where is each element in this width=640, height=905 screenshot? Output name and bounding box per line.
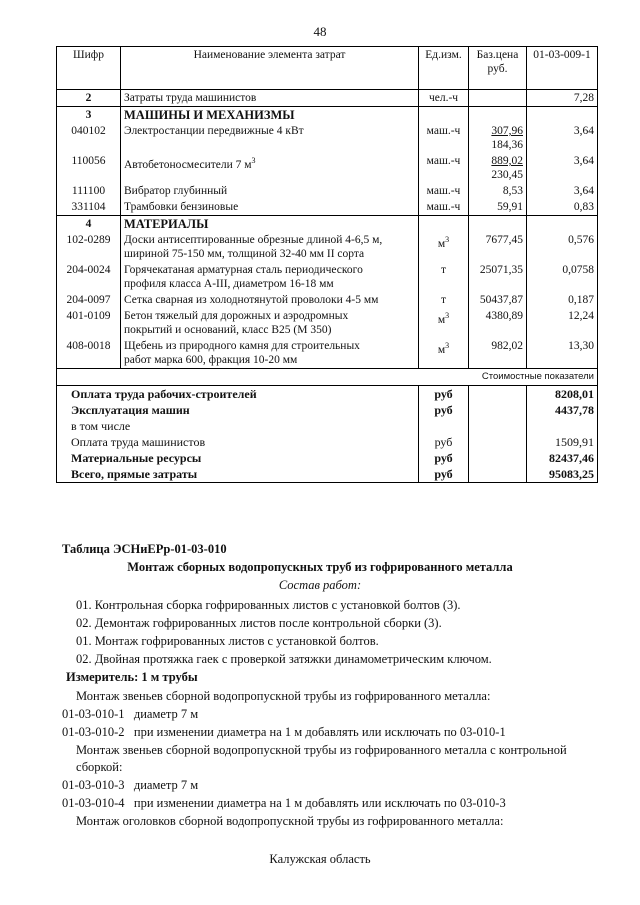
row-code: 408-0018 — [57, 338, 121, 369]
section-code: 4 — [57, 216, 121, 233]
code-text: при изменении диаметра на 1 м добавлять или исключать по 03-010-3 — [133, 796, 506, 810]
header-rate: 01-03-009-1 — [527, 47, 598, 90]
row-price: 8,53 — [469, 183, 527, 199]
row-name-cont: покрытий и оснований, класс В25 (М 350) — [124, 324, 332, 336]
row-rate: 0,0758 — [527, 262, 598, 292]
summary-unit: руб — [419, 450, 469, 466]
summary-unit: руб — [419, 466, 469, 483]
paragraph: Монтаж звеньев сборной водопропускной трубы из гофрированного металла: — [76, 689, 491, 703]
section-subtitle: Монтаж сборных водопропускных труб из гофрированного металла — [127, 560, 513, 574]
table-row — [57, 90, 598, 107]
table-row — [57, 123, 598, 153]
code: 01-03-010-2 — [62, 725, 125, 739]
row-name: Вибратор глубинный — [121, 183, 419, 199]
section-row-machines — [57, 107, 598, 124]
row-price: 50437,87 — [469, 292, 527, 308]
row-code: 2 — [57, 90, 121, 107]
resources-table — [56, 46, 598, 483]
work-item: 02. Двойная протяжка гаек с проверкой затяжки динамометрическим ключом. — [76, 652, 492, 666]
header-unit: Ед.изм. — [419, 47, 469, 90]
summary-row — [57, 450, 598, 466]
header-base-price: Баз.цена руб. — [469, 47, 527, 90]
row-name: Сетка сварная из холоднотянутой проволоки 4-5 мм — [121, 292, 419, 308]
summary-label: в том числе — [57, 418, 419, 434]
summary-row — [57, 434, 598, 450]
row-unit-sup: 3 — [445, 341, 450, 350]
code: 01-03-010-4 — [62, 796, 125, 810]
summary-value — [527, 418, 598, 434]
row-rate: 0,576 — [527, 232, 598, 262]
summary-unit: руб — [419, 386, 469, 403]
row-name-sup: 3 — [251, 156, 256, 165]
row-price: 25071,35 — [469, 262, 527, 292]
table-row — [57, 183, 598, 199]
summary-label: Эксплуатация машин — [57, 402, 419, 418]
row-price-2: 230,45 — [491, 169, 523, 181]
row-unit: м — [437, 237, 446, 250]
summary-row — [57, 402, 598, 418]
row-name: Горячекатаная арматурная сталь периодического — [124, 264, 363, 276]
code-line — [62, 707, 198, 722]
table-row — [57, 232, 598, 262]
code-line — [62, 778, 198, 793]
section-title: МАТЕРИАЛЫ — [121, 216, 419, 233]
section-row-materials — [57, 216, 598, 233]
row-unit: т — [419, 292, 469, 308]
row-rate: 3,64 — [527, 183, 598, 199]
row-name: Электростанции передвижные 4 кВт — [121, 123, 419, 153]
row-rate: 3,64 — [527, 123, 598, 153]
table-row — [57, 308, 598, 338]
section-code: 3 — [57, 107, 121, 124]
row-code: 111100 — [57, 183, 121, 199]
row-code: 110056 — [57, 153, 121, 183]
row-name: Автобетоносмесители 7 м — [124, 158, 252, 171]
section-table-title: Таблица ЭСНиЕРр-01-03-010 — [62, 542, 227, 556]
cost-indicators-row — [57, 369, 598, 386]
row-name: Бетон тяжелый для дорожных и аэродромных — [124, 310, 349, 322]
row-rate: 0,187 — [527, 292, 598, 308]
summary-value: 4437,78 — [527, 402, 598, 418]
summary-label: Всего, прямые затраты — [57, 466, 419, 483]
summary-value: 95083,25 — [527, 466, 598, 483]
meter-label: Измеритель: 1 м трубы — [66, 670, 198, 684]
row-name-cont: работ марка 600, фракция 10-20 мм — [124, 354, 298, 366]
table-row — [57, 262, 598, 292]
row-price: 7677,45 — [469, 232, 527, 262]
code-text: диаметр 7 м — [133, 778, 199, 792]
row-code: 040102 — [57, 123, 121, 153]
summary-value: 82437,46 — [527, 450, 598, 466]
row-unit: чел.-ч — [419, 90, 469, 107]
table-row — [57, 153, 598, 183]
code-text: при изменении диаметра на 1 м добавлять или исключать по 03-010-1 — [133, 725, 506, 739]
row-name-cont: шириной 75-150 мм, толщиной 32-40 мм II сорта — [124, 248, 365, 260]
code-line — [62, 796, 506, 811]
code: 01-03-010-3 — [62, 778, 125, 792]
row-name: Трамбовки бензиновые — [121, 199, 419, 216]
row-unit-sup: 3 — [445, 235, 450, 244]
row-name: Затраты труда машинистов — [121, 90, 419, 107]
work-composition-label: Состав работ: — [278, 578, 362, 592]
row-unit: т — [419, 262, 469, 292]
header-code: Шифр — [57, 47, 121, 90]
paragraph: Монтаж звеньев сборной водопропускной трубы из гофрированного металла с контрольной — [76, 743, 567, 757]
row-code: 401-0109 — [57, 308, 121, 338]
summary-unit: руб — [419, 402, 469, 418]
work-item: 02. Демонтаж гофрированных листов после контрольной сборки (3). — [76, 616, 442, 630]
summary-unit: руб — [419, 434, 469, 450]
row-rate: 13,30 — [527, 338, 598, 369]
header-name: Наименование элемента затрат — [121, 47, 419, 90]
work-item: 01. Монтаж гофрированных листов с установкой болтов. — [76, 634, 379, 648]
row-rate: 3,64 — [527, 153, 598, 183]
summary-row — [57, 386, 598, 403]
row-unit-sup: 3 — [445, 311, 450, 320]
row-unit: маш.-ч — [419, 199, 469, 216]
page-number: 48 — [313, 24, 327, 39]
paragraph-cont: сборкой: — [76, 760, 123, 774]
paragraph: Монтаж оголовков сборной водопропускной трубы из гофрированного металла: — [76, 814, 504, 828]
row-price-2: 184,36 — [491, 139, 523, 151]
row-rate: 0,83 — [527, 199, 598, 216]
section-title: МАШИНЫ И МЕХАНИЗМЫ — [121, 107, 419, 124]
row-rate: 7,28 — [527, 90, 598, 107]
row-name: Щебень из природного камня для строительных — [124, 340, 360, 352]
row-price: 4380,89 — [469, 308, 527, 338]
summary-label: Оплата труда рабочих-строителей — [57, 386, 419, 403]
row-price: 889,02 — [491, 155, 523, 167]
row-unit: маш.-ч — [419, 183, 469, 199]
cost-indicators-label: Стоимостные показатели — [57, 369, 598, 386]
row-name: Доски антисептированные обрезные длиной 4-6,5 м, — [124, 234, 383, 246]
row-unit: м — [437, 343, 446, 356]
table-row — [57, 292, 598, 308]
table-row — [57, 338, 598, 369]
row-unit: м — [437, 313, 446, 326]
summary-value: 8208,01 — [527, 386, 598, 403]
row-price: 307,96 — [491, 125, 523, 137]
code-text: диаметр 7 м — [133, 707, 199, 721]
summary-unit — [419, 418, 469, 434]
row-unit: маш.-ч — [419, 153, 469, 183]
summary-row — [57, 466, 598, 483]
row-code: 204-0024 — [57, 262, 121, 292]
code: 01-03-010-1 — [62, 707, 125, 721]
summary-label: Материальные ресурсы — [57, 450, 419, 466]
summary-row — [57, 418, 598, 434]
row-price: 59,91 — [469, 199, 527, 216]
work-item: 01. Контрольная сборка гофрированных листов с установкой болтов (3). — [76, 598, 461, 612]
row-rate: 12,24 — [527, 308, 598, 338]
row-code: 204-0097 — [57, 292, 121, 308]
table-header-row — [57, 47, 598, 90]
row-name-cont: профиля класса А-III, диаметром 16-18 мм — [124, 278, 334, 290]
row-code: 331104 — [57, 199, 121, 216]
summary-label: Оплата труда машинистов — [57, 434, 419, 450]
code-line — [62, 725, 506, 740]
row-code: 102-0289 — [57, 232, 121, 262]
row-unit: маш.-ч — [419, 123, 469, 153]
footer-region: Калужская область — [269, 852, 371, 866]
row-price: 982,02 — [469, 338, 527, 369]
summary-value: 1509,91 — [527, 434, 598, 450]
table-row — [57, 199, 598, 216]
